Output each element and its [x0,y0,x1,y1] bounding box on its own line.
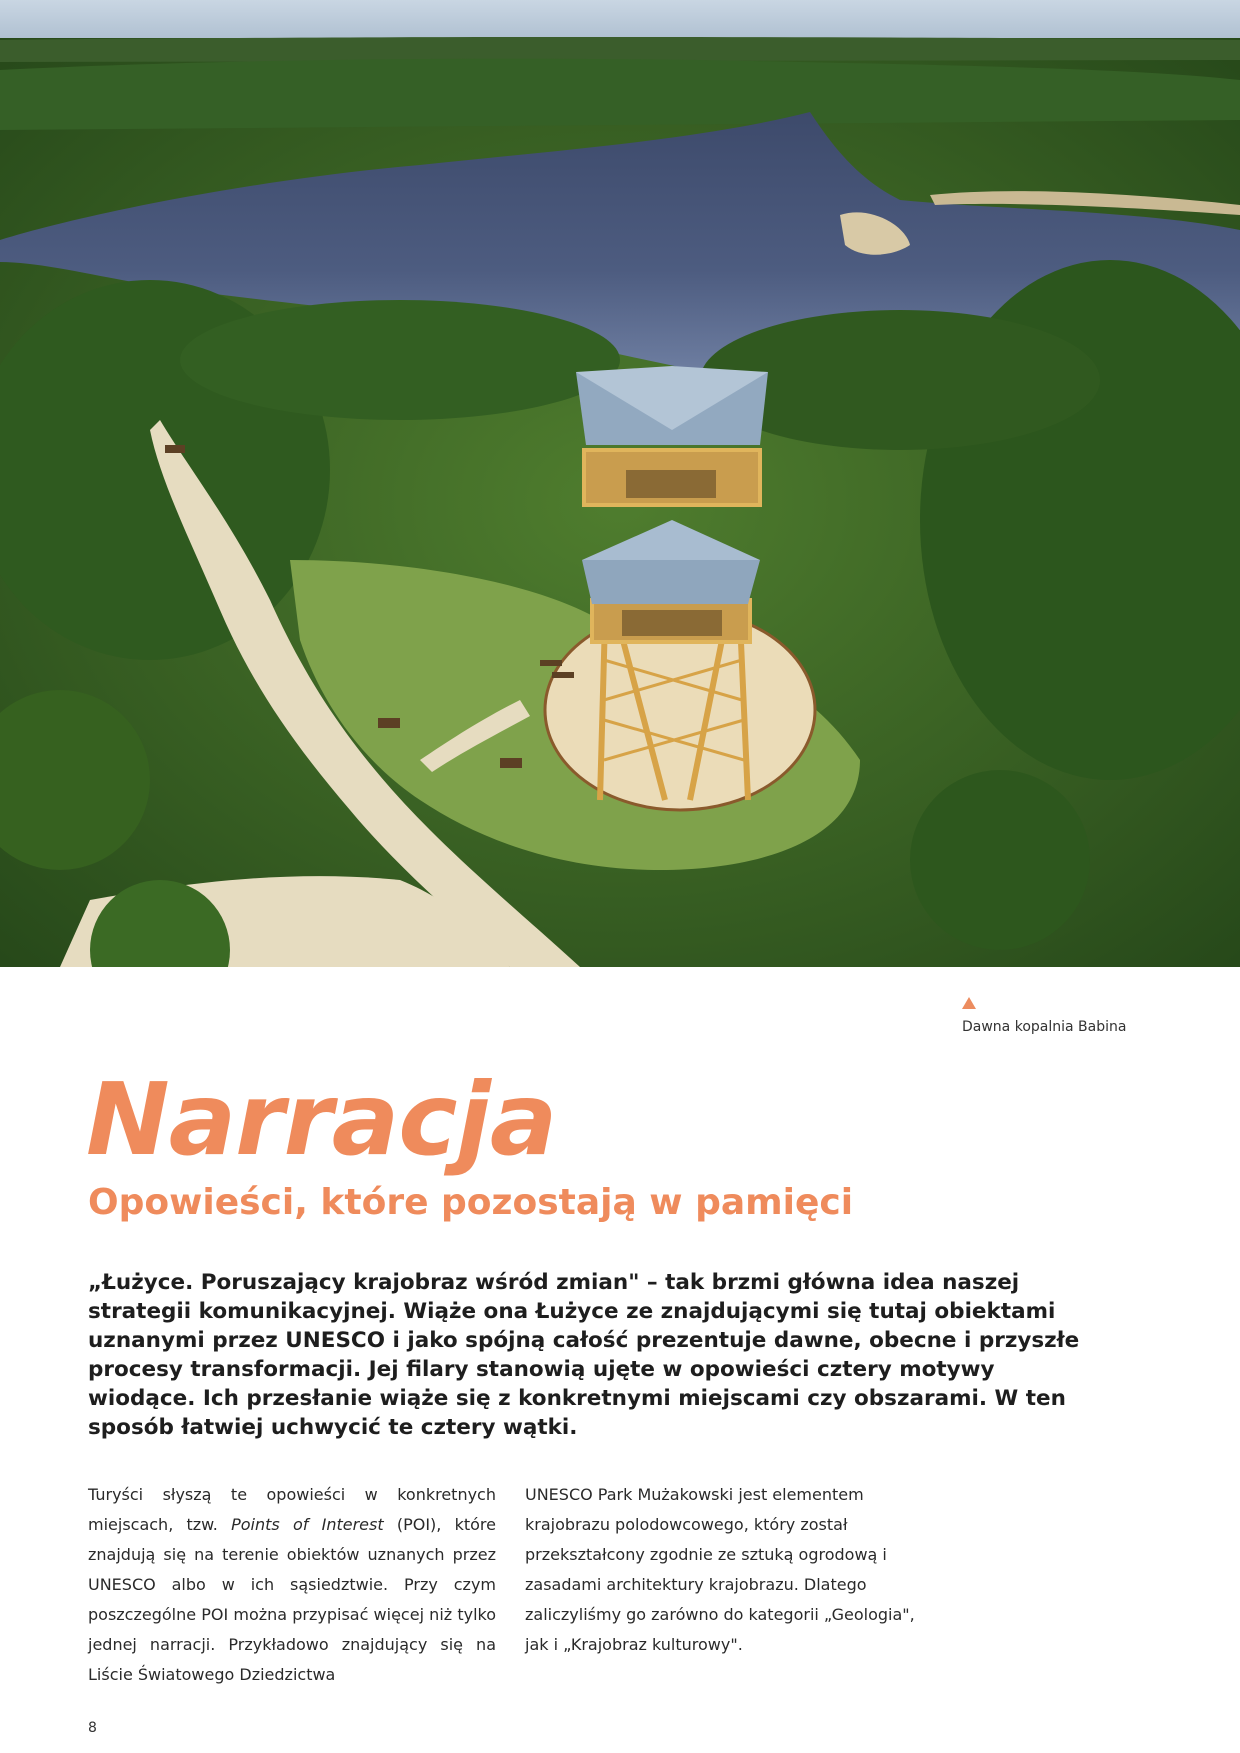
page-title: Narracja [86,1061,557,1178]
page-number: 8 [88,1720,97,1736]
body-text-left-2: (POI), które znajdują się na terenie obiektów uznanych przez UNESCO albo w ich sąsiedztwie. Przy czym poszczególne POI można przypisać więcej niż tylko jednej narracji. Przykładowo znajdujący się na Liście Światowego Dziedzictwa [88,1515,497,1684]
body-text-left-italic: Points of Interest [231,1515,384,1534]
caption-triangle-icon [962,997,976,1009]
lead-paragraph: „Łużyce. Poruszający krajobraz wśród zmian" – tak brzmi główna idea naszej strategii komunikacyjnej. Wiąże ona Łużyce ze znajdującymi się tutaj obiektami uznanymi przez UNESCO i jako spójną całość prezentuje dawne, obecne i przyszłe procesy transformacji. Jej filary stanowią ujęte w opowieści cztery motywy wiodące. Ich przesłanie wiąże się z konkretnymi miejscami czy obszarami. W ten sposób łatwiej uchwycić te cztery wątki. [88,1270,1080,1440]
body-column-left [88,1480,496,1690]
page-subtitle: Opowieści, które pozostają w pamięci [88,1182,854,1223]
photo-caption: Dawna kopalnia Babina [962,1019,1127,1035]
body-text-left-1: Turyści słyszą te opowieści w konkretnych miejscach, tzw. [88,1485,496,1534]
body-column-right: UNESCO Park Mużakowski jest elementem krajobrazu polodowcowego, który został przekształcony zgodnie ze sztuką ogrodową i zasadami architektury krajobrazu. Dlatego zaliczyliśmy go zarówno do kategorii „Geologia", jak i „Krajobraz kulturowy". [525,1485,915,1654]
